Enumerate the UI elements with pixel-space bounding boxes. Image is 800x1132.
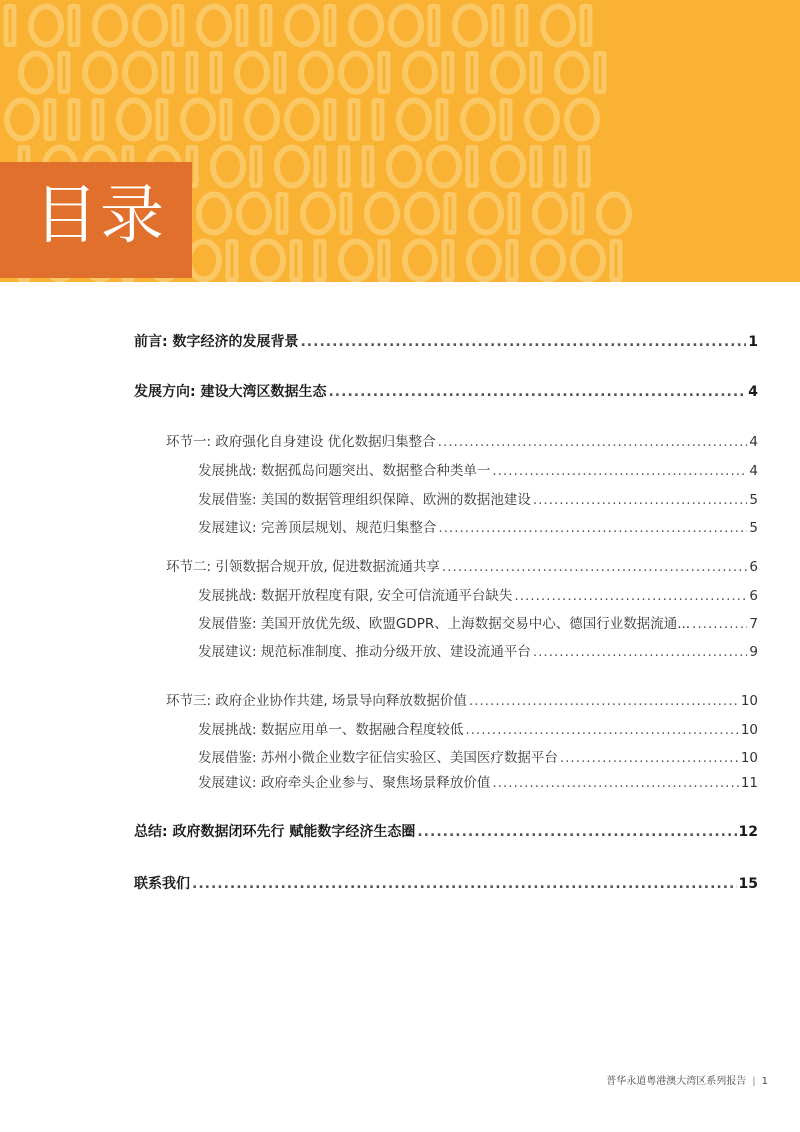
binary-one-glyph [612,242,620,280]
binary-zero-glyph [253,242,283,280]
toc-label: 发展借鉴: 苏州小微企业数字征信实验区、美国医疗数据平台 [198,750,558,766]
binary-zero-glyph [389,148,419,186]
binary-zero-glyph [95,7,125,45]
binary-zero-glyph [533,242,563,280]
toc-label: 发展建议: 完善顶层规划、规范归集整合 [198,520,437,536]
binary-zero-glyph [31,7,61,45]
binary-one-glyph [164,54,172,92]
toc-page: 1 [748,334,758,350]
binary-zero-glyph [199,195,229,233]
binary-one-glyph [438,101,446,139]
toc-label: 总结: 政府数据闭环先行 赋能数字经济生态圈 [134,824,416,840]
binary-one-glyph [340,148,348,186]
binary-zero-glyph [599,195,629,233]
binary-one-glyph [316,148,324,186]
toc-entry-stage-1-reference[interactable] [198,491,758,509]
binary-zero-glyph [125,54,155,92]
toc-leader [533,491,748,509]
binary-zero-glyph [405,54,435,92]
binary-zero-glyph [399,101,429,139]
binary-one-glyph [574,195,582,233]
toc-entry-stage-1[interactable] [166,433,758,451]
binary-one-glyph [262,7,270,45]
binary-one-glyph [222,101,230,139]
binary-one-glyph [468,148,476,186]
binary-zero-glyph [493,54,523,92]
binary-one-glyph [326,101,334,139]
binary-one-glyph [158,101,166,139]
binary-zero-glyph [367,195,397,233]
binary-one-glyph [326,7,334,45]
toc-entry-contact[interactable] [134,875,758,893]
binary-one-glyph [556,148,564,186]
binary-zero-glyph [287,101,317,139]
footer-page-number: 1 [761,1076,768,1087]
binary-zero-glyph [469,242,499,280]
toc-page: 6 [749,559,758,575]
binary-one-glyph [238,7,246,45]
toc-leader [417,823,736,841]
toc-page: 7 [749,616,758,632]
toc-page: 6 [749,588,758,604]
binary-one-glyph [502,101,510,139]
toc-page: 15 [738,876,758,892]
binary-one-glyph [508,242,516,280]
toc-page: 4 [748,384,758,400]
footer-report-name: 普华永道粤港澳大湾区系列报告 [606,1076,747,1087]
binary-one-glyph [532,148,540,186]
binary-one-glyph [532,54,540,92]
binary-zero-glyph [455,7,485,45]
binary-zero-glyph [183,101,213,139]
binary-one-glyph [444,54,452,92]
toc-page: 12 [738,824,758,840]
toc-label: 发展建议: 规范标准制度、推动分级开放、建设流通平台 [198,644,531,660]
toc-leader [300,333,746,351]
toc-page: 4 [749,463,758,479]
binary-zero-glyph [277,148,307,186]
binary-zero-glyph [237,54,267,92]
toc-leader [438,519,747,537]
toc-leader [469,692,739,710]
binary-zero-glyph [391,7,421,45]
binary-one-glyph [174,7,182,45]
binary-one-glyph [276,54,284,92]
binary-one-glyph [380,54,388,92]
binary-one-glyph [60,54,68,92]
binary-zero-glyph [341,54,371,92]
toc-entry-stage-3-challenge[interactable] [198,721,758,739]
binary-one-glyph [70,7,78,45]
toc-leader [328,383,746,401]
toc-label: 发展挑战: 数据孤岛问题突出、数据整合种类单一 [198,463,491,479]
binary-one-glyph [94,101,102,139]
toc-entry-stage-2-challenge[interactable] [198,587,758,605]
binary-one-glyph [374,101,382,139]
binary-zero-glyph [471,195,501,233]
binary-one-glyph [350,101,358,139]
toc-leader [442,558,747,576]
toc-leader [438,433,748,451]
binary-one-glyph [518,7,526,45]
binary-one-glyph [188,54,196,92]
binary-zero-glyph [189,242,219,280]
toc-leader [514,587,747,605]
toc-page: 9 [749,644,758,660]
binary-one-glyph [444,242,452,280]
toc-label: 发展建议: 政府牵头企业参与、聚焦场景释放价值 [198,775,491,791]
toc-page: 4 [749,434,758,450]
binary-zero-glyph [303,195,333,233]
binary-zero-glyph [341,242,371,280]
toc-entry-stage-1-challenge[interactable] [198,462,758,480]
binary-zero-glyph [135,7,165,45]
binary-zero-glyph [527,101,557,139]
toc-entry-stage-2-reference[interactable] [198,615,758,633]
toc-leader [465,721,738,739]
binary-one-glyph [342,195,350,233]
toc-page: 5 [749,492,758,508]
toc-entry-preface[interactable] [134,333,758,351]
toc-entry-stage-3-reference[interactable] [198,749,758,767]
binary-one-glyph [430,7,438,45]
toc-label: 发展借鉴: 美国的数据管理组织保障、欧洲的数据池建设 [198,492,531,508]
toc-leader [692,615,747,633]
binary-one-glyph [228,242,236,280]
binary-one-glyph [70,101,78,139]
binary-zero-glyph [119,101,149,139]
binary-zero-glyph [573,242,603,280]
binary-zero-glyph [535,195,565,233]
binary-one-glyph [446,195,454,233]
binary-one-glyph [212,54,220,92]
toc-entry-stage-2[interactable] [166,558,758,576]
page-footer [606,1072,768,1087]
binary-zero-glyph [407,195,437,233]
page-title: 目录 [34,179,166,253]
binary-one-glyph [468,54,476,92]
toc-entry-stage-1-suggestion[interactable] [198,519,758,537]
toc-entry-stage-3-suggestion[interactable] [198,774,758,792]
toc-label: 发展挑战: 数据应用单一、数据融合程度较低 [198,722,464,738]
binary-one-glyph [316,242,324,280]
toc-label: 环节二: 引领数据合规开放, 促进数据流通共享 [166,559,440,575]
binary-zero-glyph [21,54,51,92]
binary-zero-glyph [557,54,587,92]
binary-zero-glyph [239,195,269,233]
toc-leader [492,462,747,480]
binary-zero-glyph [213,148,243,186]
toc-page: 10 [740,693,758,709]
binary-zero-glyph [301,54,331,92]
toc-page: 10 [740,750,758,766]
binary-zero-glyph [463,101,493,139]
binary-zero-glyph [493,148,523,186]
binary-zero-glyph [7,101,37,139]
binary-zero-glyph [429,148,459,186]
binary-zero-glyph [567,101,597,139]
binary-one-glyph [292,242,300,280]
toc-label: 发展借鉴: 美国开放优先级、欧盟GDPR、上海数据交易中心、德国行业数据流通... [198,616,691,632]
binary-one-glyph [364,148,372,186]
toc-leader [492,774,738,792]
binary-one-glyph [6,7,14,45]
toc-entry-summary[interactable] [134,823,758,841]
toc-label: 前言: 数字经济的发展背景 [134,334,299,350]
binary-one-glyph [46,101,54,139]
toc-label: 环节三: 政府企业协作共建, 场景导向释放数据价值 [166,693,467,709]
binary-one-glyph [252,148,260,186]
toc-entry-direction[interactable] [134,383,758,401]
binary-zero-glyph [287,7,317,45]
binary-zero-glyph [351,7,381,45]
toc-leader [192,875,737,893]
binary-zero-glyph [85,54,115,92]
toc-label: 发展挑战: 数据开放程度有限, 安全可信流通平台缺失 [198,588,513,604]
binary-zero-glyph [247,101,277,139]
toc-leader [533,643,748,661]
toc-label: 环节一: 政府强化自身建设 优化数据归集整合 [166,434,436,450]
binary-one-glyph [580,148,588,186]
toc-entry-stage-2-suggestion[interactable] [198,643,758,661]
binary-one-glyph [380,242,388,280]
toc-page: 10 [740,722,758,738]
binary-zero-glyph [405,242,435,280]
binary-one-glyph [494,7,502,45]
toc-label: 联系我们 [134,876,190,892]
toc-entry-stage-3[interactable] [166,692,758,710]
binary-one-glyph [596,54,604,92]
binary-one-glyph [582,7,590,45]
footer-separator: | [752,1076,756,1087]
binary-one-glyph [278,195,286,233]
binary-zero-glyph [543,7,573,45]
binary-one-glyph [510,195,518,233]
toc-leader [560,749,739,767]
toc-page: 11 [740,775,758,791]
binary-zero-glyph [199,7,229,45]
toc-label: 发展方向: 建设大湾区数据生态 [134,384,327,400]
toc-page: 5 [749,520,758,536]
